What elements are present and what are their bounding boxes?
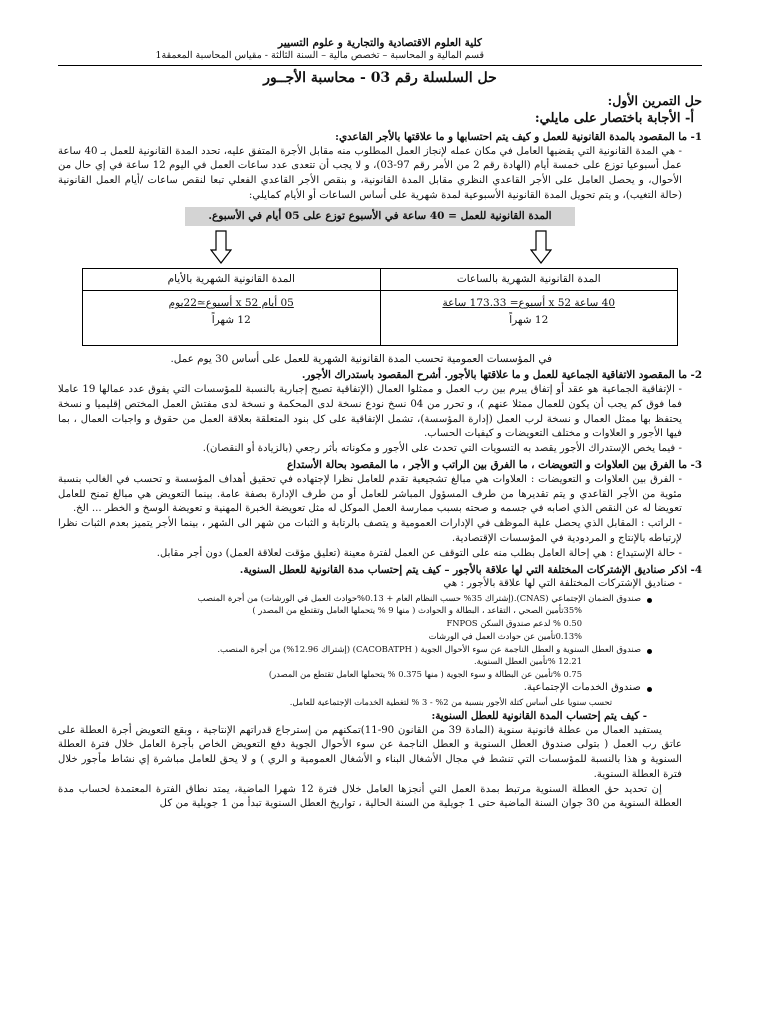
down-arrow-icon: [530, 230, 552, 264]
question-3-body: - الفرق بين العلاوات و التعويضات : العلاوات هي مبالغ تشجيعية تقدم للعامل نظرا لإجتهاده في تحقيق أهداف المؤسسة و تحسب في الغالب بنسبة مئوية من الأجر القاعدي و يتم تقديرها من طرف المسؤول المباشر للعامل أو من طرف الإدارة بصفة عامة. بينما التعويض هي مبالغ تمنح للعامل تعويضا له عن النقص الذي اصابه في جسمه و صحته بسبب ممارسة العمل الموكل له مثل تعويضة الخبرة المهنية و تعويضة الوسخ و الخطر ... الخ.: [58, 473, 702, 517]
social-services-title: صندوق الخدمات الإجتماعية.: [523, 681, 641, 693]
legal-duration-highlight: المدة القانونية للعمل = 40 ساعة في الأسبوع توزع على 05 أيام في الأسبوع.: [185, 207, 575, 226]
conversion-arrows: [58, 228, 702, 268]
question-4-title: 4- اذكر صناديق الإشتركات المختلفة التي لها علاقة بالأجور – كيف يتم إحتساب مدة القانونية للعطل السنوية.: [239, 563, 702, 576]
question-2-title: 2- ما المقصود الاتفاقية الجماعية للعمل و ما علاقتها بالأجور. أشرح المقصود باستدراك الأجور.: [301, 369, 702, 382]
days-formula: 05 أيام x 52 أسبوع≃22يوم: [168, 297, 294, 310]
hours-divisor: 12 شهراً: [509, 314, 549, 327]
cnas-detail-1: 35%تأمين الصحي ، التقاعد ، البطالة و الحوادث ( منها 9 % يتحملها العامل وتقتطع من المصدر ): [252, 605, 582, 616]
down-arrow-icon: [210, 230, 232, 264]
question-1-title: 1- ما المقصود بالمدة القانونية للعمل و كيف يتم احتسابها و ما علاقتها بالأجر القاعدي:: [335, 130, 702, 143]
cnas-title: صندوق الضمان الإجتماعي (CNAS).(إشتراك 35% حسب النظام العام + 0.13%حوادث العمل في الورشات) من أجرة المنصب: [197, 593, 641, 604]
cnas-detail-3: 0.13%تأمين عن حوادث العمل في الورشات: [428, 631, 582, 642]
days-divisor: 12 شهراً: [211, 314, 251, 327]
cacobatph-detail-1: 12.21 %تأمين العطل السنوية.: [473, 656, 582, 667]
question-3-body-2: - الراتب : المقابل الذي يحصل علية الموظف في الإدارات العمومية و يتصف بالرتابة و الثبات من شهر الى الشهر ، بينما الأجر يتميز بعدم الثبات نظرا لإرتباطه بالإنتاج و المردودية في المؤسسات الإقتصادية.: [58, 517, 702, 547]
days-column: [83, 269, 380, 345]
cacobatph-title: صندوق العطل السنوية و العطل الناجمة عن سوء الأحوال الجوية ( CACOBATPH) (إشتراك 12.96%) من أجرة المنصب.: [217, 644, 641, 655]
cnas-detail-2: 0.50 % لدعم صندوق السكن FNPOS: [446, 618, 582, 629]
question-4-intro: - صناديق الإشتركات المختلفة التي لها علاقة بالأجور : هي: [58, 577, 702, 592]
question-2-body: - الإتفاقية الجماعية هو عقد أو إتفاق يبرم بين رب العمل و ممثلوا العمال (الإتفاقية تصبح إجبارية بالنسبة للمؤسسات التي يفوق عدد عمالها 19 عاملا فما فوق كم يجب أن يكون للعمال ممثلا عنهم )، و تحرر من 04 نسخ نودع نسخة لدى المحكمة و نسخة لدى مفتش العمل المختص إقليميا و نسخة يحتفظ بها ممثل العمال و نسخة لرب العمل (إدارة المؤسسة)، تشمل الإتفاقية على كل بنود المتعلقة بعلاقة العمل من حقوق و واجبات العمال ، بما فيها الأجور و العلاوات و مختلف التعويضات و كيفيات الحساب.: [58, 383, 702, 442]
hours-column-header: المدة القانونية الشهرية بالساعات: [381, 269, 678, 291]
question-3-body-3: - حالة الإستيداع : هي إحالة العامل بطلب منه على التوقف عن العمل لفترة معينة (تعليق مؤقت لعلاقة العمل) دون أجر مقابل.: [58, 547, 702, 562]
page-title: حل السلسلة رقم 03 - محاسبة الأجــور: [263, 69, 497, 86]
faculty-name: كلية العلوم الاقتصادية والتجارية و علوم التسيير: [278, 37, 482, 49]
question-3-title: 3- ما الفرق بين العلاوات و التعويضات ، ما الفرق بين الراتب و الأجر ، ما المقصود بحالة الأستداع: [286, 458, 702, 471]
question-2-body-2: - فيما يخص الإستدراك الأجور يقصد به التسويات التي تحدث على الأجور و مكوناته بأثر رجعي (بالزيادة أو النقصان).: [58, 442, 702, 457]
social-services-note: تحسب سنويا على أساس كتلة الأجور بنسبة من 2% - 3 % لتغطية الخدمات الإجتماعية للعامل.: [289, 696, 612, 707]
cacobatph-detail-2: 0.75 %تأمين عن البطالة و سوء الجوية ( منها 0.375 % يتحملها العامل تقتطع من المصدر): [268, 669, 582, 680]
holiday-body-2: إن تحديد حق العطلة السنوية مرتبط بمدة العمل التي أنجزها العامل خلال فترة 12 شهرا الماضية، يمتد نطاق الفترة المعتمدة لحساب مدة العطلة السنوية من 30 جوان السنة الماضية حتى 1 جويلية من السنة الحالية ، تواريخ العطل السنوية تبدأ من 1 جويلية من كل: [58, 783, 682, 810]
funds-list: [58, 592, 702, 708]
days-column-header: المدة القانونية الشهرية بالأيام: [83, 269, 380, 291]
monthly-duration-table: [82, 268, 678, 346]
bullet-icon: [647, 687, 652, 692]
bullet-icon: [647, 598, 652, 603]
part-a-title: أ- الأجابة باختصار على مايلي:: [534, 110, 694, 126]
list-item: [58, 643, 652, 655]
holiday-body-1: يستفيد العمال من عطلة قانونية سنوية (المادة 39 من القانون 90-11)تمكنهم من إسترجاع قدراتهم الإنتاجية ، وبقع التعويض أجرة العطلة على عاتق رب العمل ( بتولى صندوق العطل السنوية و العطل الناجمة عن سوء الأحوال الجوية دفع التعويض الخاص بأجرة العامل خلال فترة العطلة السنوية و هذا بالنسبة للمؤسسات التي تنشط في مجال الأشغال البناء و الأشغال العمومية و الري ) و لا يحق للعامل مباشرة إي نشاط مأجور خلال فترة العطلة السنوية.: [58, 724, 682, 780]
bullet-icon: [647, 649, 652, 654]
hours-column: [380, 269, 678, 345]
hours-formula: 40 ساعة x 52 أسبوع= 173.33 ساعة: [442, 297, 616, 310]
holiday-section-title: - كيف يتم إحتساب المدة القانونية للعطل السنوية:: [431, 709, 647, 722]
header-divider: [58, 65, 702, 66]
question-1-body: - هي المدة القانونية التي يقضيها العامل في مكان عمله لإنجاز العمل المطلوب منه مقابل الأجرة المتفق عليه، تحدد المدة القانونية للعمل بـ 40 ساعة عمل أسبوعيا توزع على خمسة أيام (الهادة رقم 2 من الأمر رقم 97-03)، و لا يجب أن تتعدى عدد ساعات العمل في اليوم 12 ساعة في إي حال من الأحوال، و يحصل العامل على الأجر القاعدي النظري مقابل المدة القانونية، و بنقص الأجر القاعدي الفعلي تبعا لنقص ساعات /أيام العمل القانونية (حالة التغيب)، و يتم تحويل المدة القانونية الأسبوعية لمدة شهرية على أساس الساعات أو الأيام كمايلي:: [58, 145, 702, 204]
list-item: [58, 681, 652, 696]
exercise-title: حل التمرين الأول:: [607, 92, 702, 108]
public-institutions-note: في المؤسسات العمومية تحسب المدة القانونية الشهرية للعمل على أساس 30 يوم عمل.: [170, 353, 552, 366]
list-item: [58, 592, 652, 604]
department-line: قسم المالية و المحاسبة – تخصص مالية – السنة الثالثة - مقياس المحاسبة المعمقة1: [155, 50, 484, 62]
